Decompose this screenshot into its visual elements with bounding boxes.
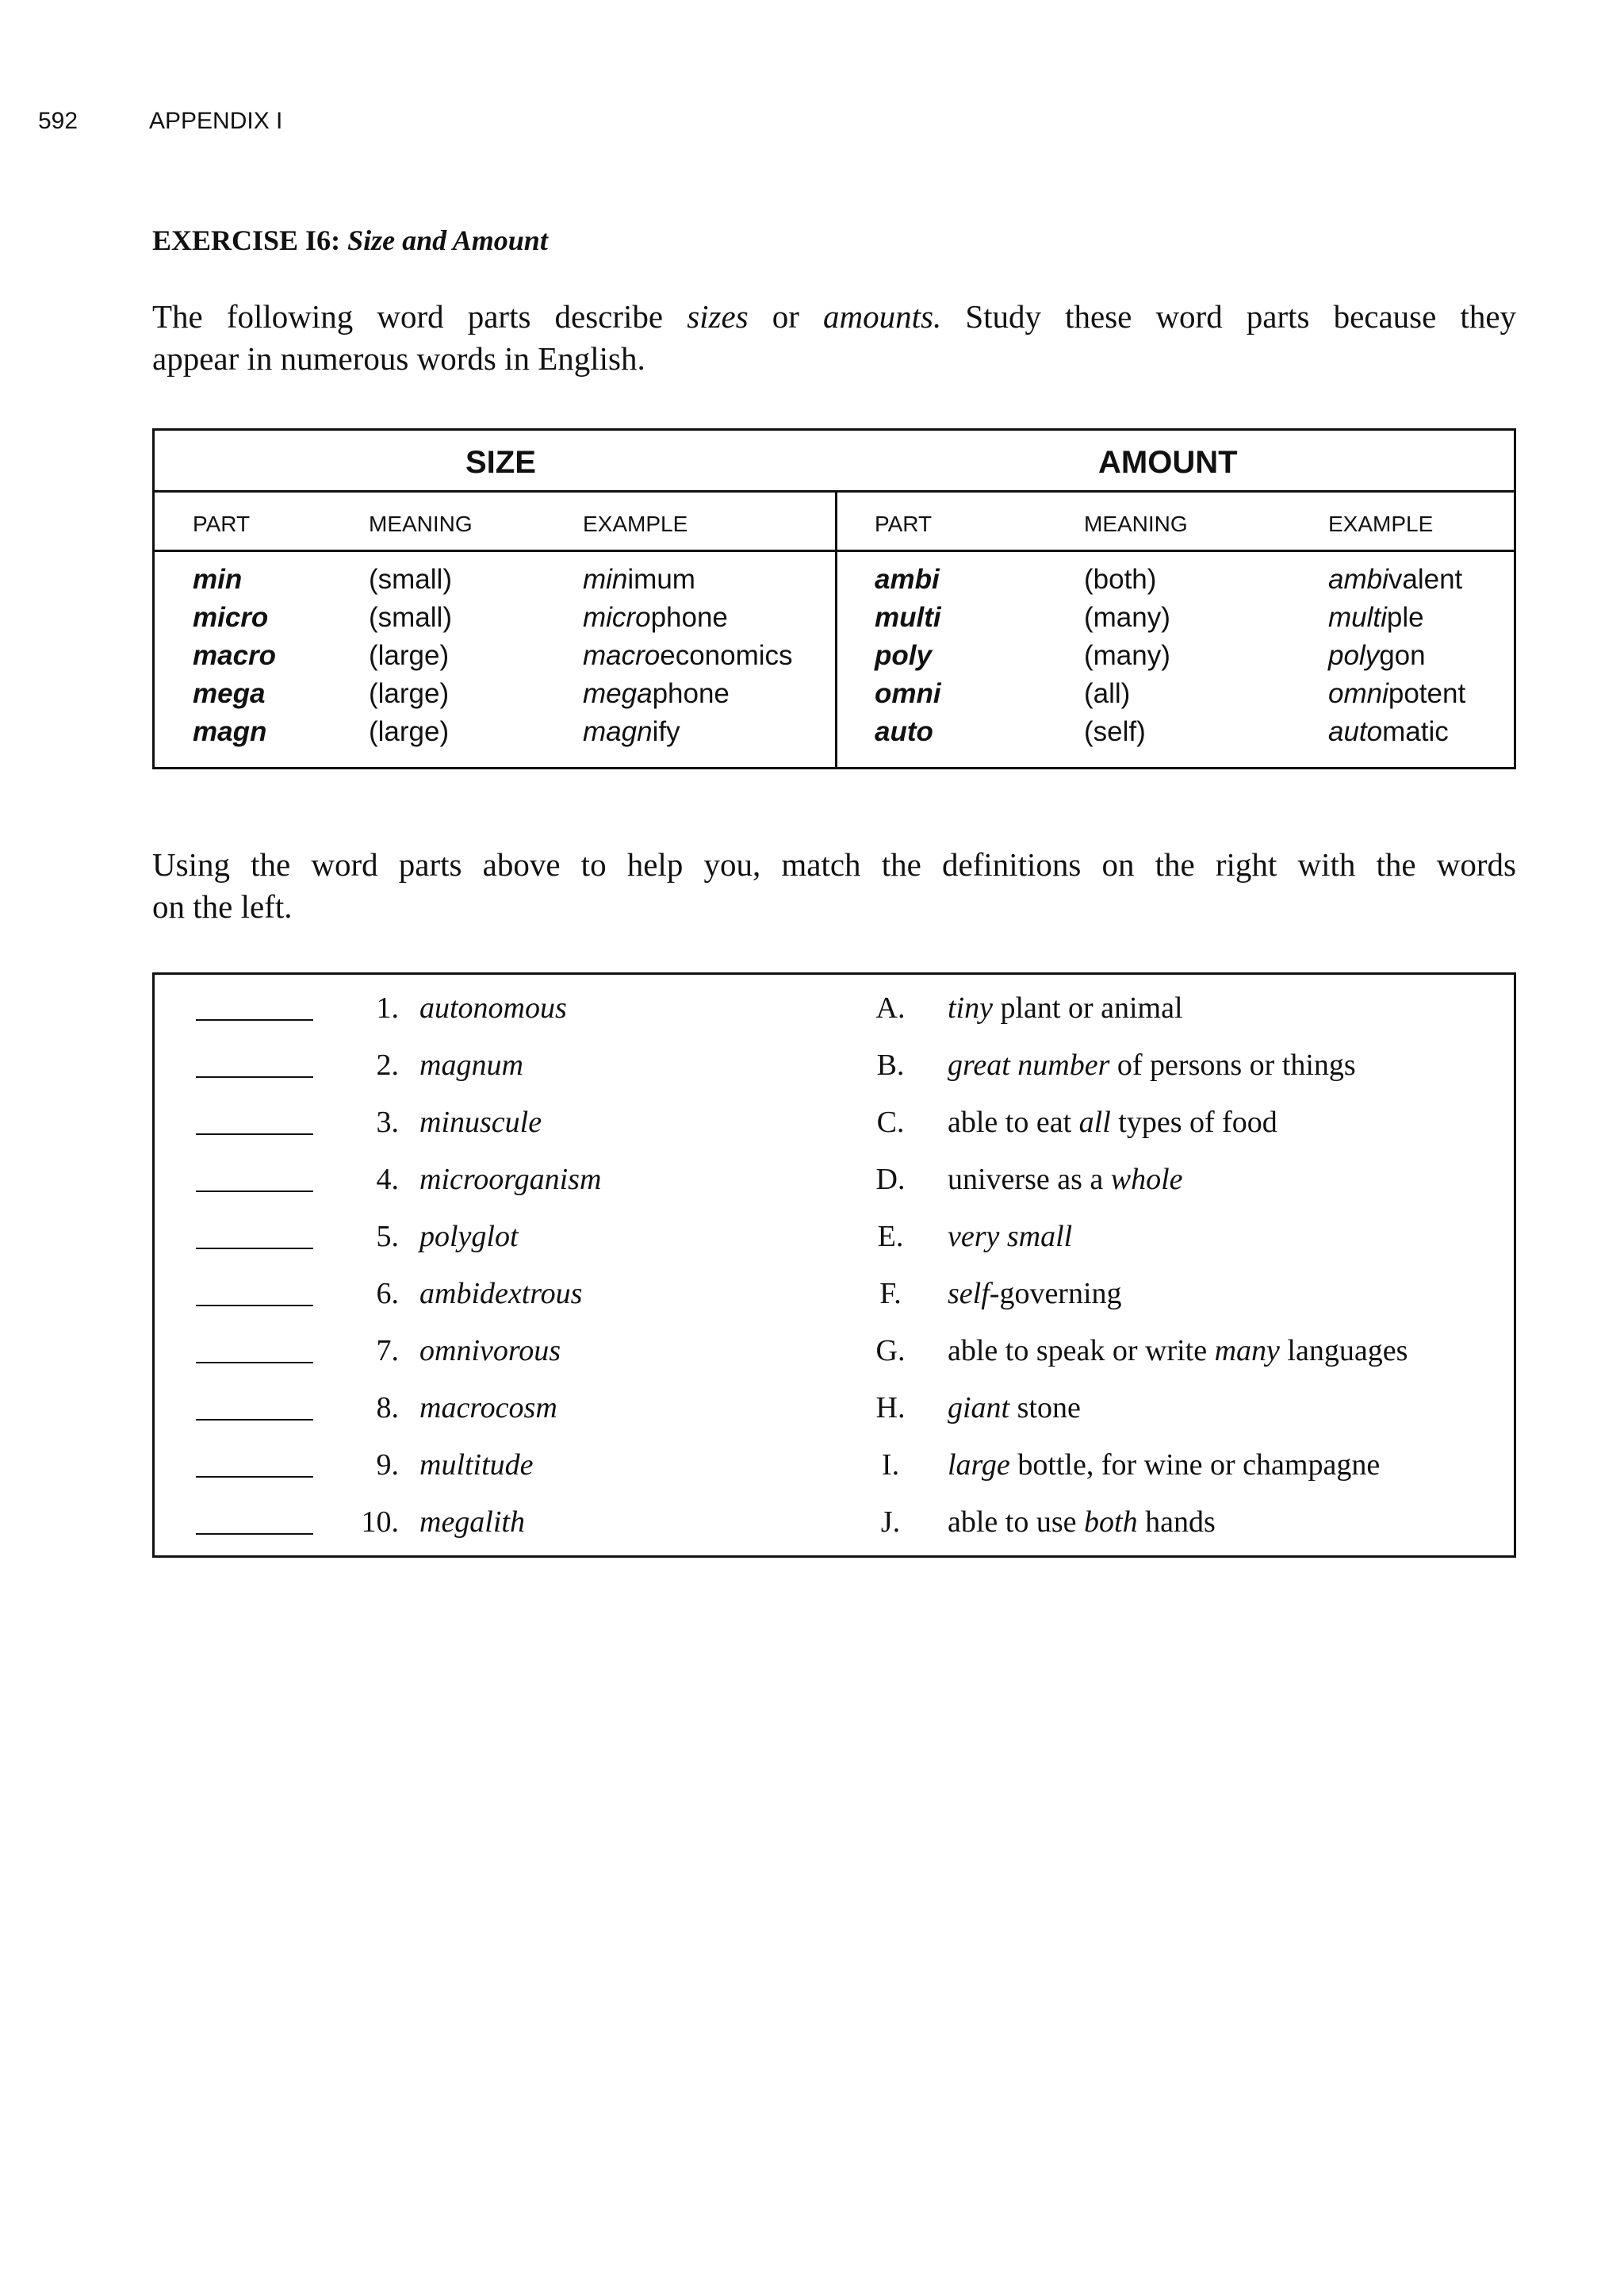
part-meaning: (large) [369, 640, 450, 671]
definition-post: governing [999, 1277, 1122, 1310]
example-root: ambi [1328, 564, 1388, 595]
answer-blank[interactable] [196, 1362, 313, 1363]
exercise-label: EXERCISE I6: [152, 224, 341, 256]
definition-emphasis: both [1084, 1505, 1138, 1539]
matching-row [155, 1162, 1514, 1217]
part-example [1328, 602, 1424, 634]
example-root: multi [1328, 602, 1387, 633]
item-word: magnum [419, 1049, 523, 1082]
example-root: auto [1328, 716, 1383, 747]
definition-post: bottle, for wine or champagne [1009, 1448, 1381, 1482]
answer-blank[interactable] [196, 1305, 313, 1306]
answer-blank[interactable] [196, 1533, 313, 1535]
matching-row [155, 1333, 1514, 1389]
example-rest: potent [1388, 678, 1466, 709]
definition-pre: able to use [948, 1505, 1085, 1539]
definition-post: stone [1009, 1391, 1081, 1424]
word-part: omni [875, 678, 941, 709]
matching-exercise-box [152, 972, 1516, 1558]
definition-text [948, 1333, 1408, 1368]
definition-letter: H. [875, 1391, 906, 1424]
example-root: micro [583, 602, 651, 633]
item-word: omnivorous [419, 1334, 561, 1367]
matching-row [155, 1105, 1514, 1160]
definition-text [948, 1505, 1216, 1539]
table-group-header [155, 431, 1514, 493]
item-number: 1. [376, 991, 399, 1025]
intro-paragraph [152, 296, 1516, 380]
intro-emphasis-amounts: amounts. [823, 298, 942, 335]
definition-emphasis: giant [948, 1391, 1010, 1424]
answer-blank[interactable] [196, 1248, 313, 1249]
item-word: minuscule [419, 1106, 542, 1139]
amount-part-row [155, 678, 1514, 716]
example-rest: phone [652, 678, 730, 709]
definition-emphasis: many [1214, 1334, 1280, 1367]
intro-text: Study these word parts because they [941, 298, 1517, 335]
item-word: microorganism [419, 1163, 602, 1196]
definition-post: plant or animal [992, 991, 1183, 1025]
answer-blank[interactable] [196, 1019, 313, 1021]
word-part: ambi [875, 564, 940, 595]
amount-part-row [155, 716, 1514, 754]
example-rest: phone [650, 602, 728, 633]
instructions-line-1: Using the word parts above to help you, match the definitions on the right with the words [152, 846, 1516, 883]
item-word: autonomous [419, 991, 567, 1025]
word-part: magn [193, 716, 267, 747]
matching-row [155, 1505, 1514, 1560]
definition-letter: I. [881, 1448, 900, 1482]
intro-line-1 [152, 296, 1516, 338]
section-title: APPENDIX I [149, 108, 283, 134]
example-root: omni [1328, 678, 1388, 709]
exercise-subtitle: Size and Amount [347, 224, 548, 256]
definition-emphasis: great number [948, 1049, 1110, 1082]
matching-row [155, 1276, 1514, 1332]
part-meaning: (large) [369, 678, 450, 709]
matching-row [155, 1390, 1514, 1446]
definition-text [948, 1105, 1277, 1140]
part-example [1328, 640, 1426, 672]
definition-letter: J. [880, 1505, 901, 1539]
definition-pre: universe as a [948, 1163, 1111, 1196]
running-header [38, 108, 282, 135]
item-number: 5. [376, 1220, 399, 1253]
definition-emphasis: very small [948, 1220, 1073, 1253]
item-number: 10. [361, 1505, 399, 1539]
example-rest: imum [627, 564, 695, 595]
item-word: ambidextrous [419, 1277, 583, 1310]
word-part: multi [875, 602, 941, 633]
example-rest: gon [1379, 640, 1426, 671]
definition-text [948, 991, 1183, 1026]
definition-letter: D. [875, 1163, 906, 1196]
definition-text [948, 1219, 1072, 1254]
matching-row [155, 1219, 1514, 1275]
definition-letter: F. [879, 1277, 902, 1310]
word-part: macro [193, 640, 277, 671]
part-meaning: (many) [1084, 640, 1170, 671]
definition-text [948, 1276, 1122, 1311]
definition-emphasis: self- [948, 1277, 1000, 1310]
col-header-part: PART [193, 512, 251, 536]
item-word: polyglot [419, 1220, 519, 1253]
part-example [1328, 678, 1465, 710]
definition-letter: A. [875, 991, 906, 1025]
definition-pre: able to eat [948, 1106, 1079, 1139]
item-number: 3. [376, 1106, 399, 1139]
word-part: min [193, 564, 243, 595]
definition-emphasis: tiny [948, 991, 993, 1025]
definition-emphasis: all [1078, 1106, 1111, 1139]
col-header-meaning: MEANING [1084, 512, 1188, 536]
definition-post: languages [1279, 1334, 1408, 1367]
table-column-headers [155, 493, 1514, 552]
col-header-example: EXAMPLE [1328, 512, 1434, 536]
instructions-line-2: on the left. [152, 888, 293, 925]
definition-text [948, 1447, 1380, 1482]
item-word: macrocosm [419, 1391, 557, 1424]
col-header-example: EXAMPLE [583, 512, 688, 536]
col-header-meaning: MEANING [369, 512, 473, 536]
part-example [1328, 716, 1449, 748]
size-heading: SIZE [465, 445, 536, 480]
intro-line-2: appear in numerous words in English. [152, 340, 645, 377]
definition-letter: B. [876, 1049, 905, 1082]
example-root: magn [583, 716, 653, 747]
amount-heading: AMOUNT [1098, 445, 1238, 480]
definition-letter: G. [875, 1334, 906, 1367]
part-meaning: (large) [369, 716, 450, 747]
part-meaning: (small) [369, 602, 452, 633]
definition-letter: E. [877, 1220, 904, 1253]
item-number: 9. [376, 1448, 399, 1482]
answer-blank[interactable] [196, 1419, 313, 1421]
matching-row [155, 991, 1514, 1046]
item-number: 6. [376, 1277, 399, 1310]
example-root: poly [1328, 640, 1380, 671]
example-rest: ify [652, 716, 680, 747]
definition-letter: C. [876, 1106, 905, 1139]
amount-part-row [155, 640, 1514, 678]
col-header-part: PART [875, 512, 933, 536]
example-rest: matic [1382, 716, 1449, 747]
intro-emphasis-sizes: sizes [687, 298, 749, 335]
exercise-title [152, 224, 548, 257]
part-meaning: (self) [1084, 716, 1146, 747]
word-part: poly [875, 640, 932, 671]
answer-blank[interactable] [196, 1076, 313, 1078]
intro-text: or [748, 298, 824, 335]
item-number: 8. [376, 1391, 399, 1424]
definition-emphasis: large [948, 1448, 1010, 1482]
example-rest: ple [1386, 602, 1424, 633]
page-number: 592 [38, 108, 79, 134]
item-word: megalith [419, 1505, 525, 1539]
item-number: 4. [376, 1163, 399, 1196]
example-root: macro [583, 640, 661, 671]
answer-blank[interactable] [196, 1191, 313, 1192]
part-meaning: (small) [369, 564, 452, 595]
definition-post: types of food [1110, 1106, 1277, 1139]
definition-post: hands [1137, 1505, 1216, 1539]
item-number: 7. [376, 1334, 399, 1367]
matching-row [155, 1048, 1514, 1103]
instructions-paragraph [152, 844, 1516, 928]
intro-text: The following word parts describe [152, 298, 688, 335]
word-part: auto [875, 716, 933, 747]
word-part: mega [193, 678, 266, 709]
word-part: micro [193, 602, 269, 633]
example-rest: economics [660, 640, 793, 671]
answer-blank[interactable] [196, 1133, 313, 1135]
word-parts-table [152, 428, 1516, 769]
part-meaning: (all) [1084, 678, 1131, 709]
example-root: min [583, 564, 628, 595]
example-rest: valent [1388, 564, 1463, 595]
part-meaning: (both) [1084, 564, 1157, 595]
part-meaning: (many) [1084, 602, 1170, 633]
part-example [1328, 564, 1462, 596]
definition-text [948, 1390, 1081, 1425]
amount-part-row [155, 602, 1514, 640]
definition-post: of persons or things [1109, 1049, 1356, 1082]
amount-part-row [155, 564, 1514, 602]
definition-pre: able to speak or write [948, 1334, 1215, 1367]
definition-text [948, 1162, 1183, 1197]
item-number: 2. [376, 1049, 399, 1082]
definition-emphasis: whole [1110, 1163, 1183, 1196]
example-root: mega [583, 678, 653, 709]
answer-blank[interactable] [196, 1476, 313, 1478]
matching-row [155, 1447, 1514, 1503]
item-word: multitude [419, 1448, 534, 1482]
definition-text [948, 1048, 1356, 1083]
